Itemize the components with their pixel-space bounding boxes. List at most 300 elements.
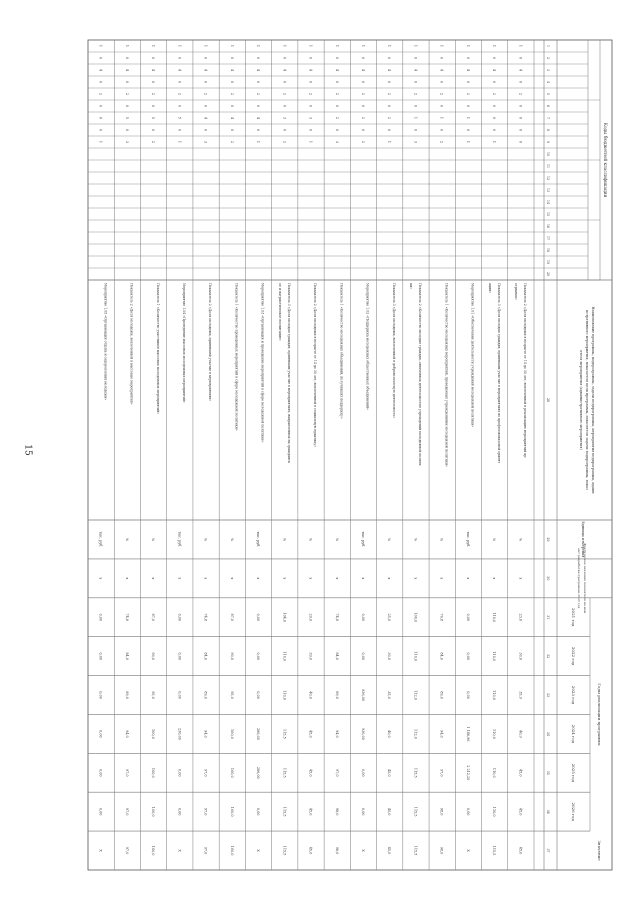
row-final: 97,0 [203, 846, 208, 855]
row-value: 87,0 [229, 613, 234, 622]
row-base: х [98, 577, 103, 580]
row-value: 94,0 [124, 730, 129, 738]
row-final: 98,0 [439, 846, 444, 855]
header-year: 2024 год [571, 724, 576, 744]
code-digit: 0 [282, 56, 287, 60]
code-digit: 1 [387, 44, 392, 48]
code-digit: 2 [360, 140, 365, 144]
row-label: Мероприятие 1.03 «Организация и проведение мероприятий в сфере молодежной политики» [260, 283, 265, 443]
row-label: Мероприятие 1.01 «Обеспечение деятельности учреждений молодежной политики» [470, 283, 475, 428]
column-number: 7 [546, 116, 550, 120]
header-main-title: ателя мероприятия (административного мероприятия) [579, 350, 583, 450]
code-digit: 0 [465, 56, 470, 60]
code-digit: 4 [151, 68, 156, 72]
row-final: Х [256, 849, 261, 852]
code-digit: 0 [413, 56, 418, 60]
row-value: 74,8 [334, 613, 339, 622]
code-digit: 3 [282, 116, 287, 120]
code-digit: 4 [229, 68, 234, 72]
row-value: 100,0 [151, 806, 156, 817]
code-digit: 0 [229, 104, 234, 108]
row-value: 0,00 [177, 691, 182, 699]
code-digit: 6 [98, 116, 103, 120]
row-value: 115,5 [282, 767, 287, 778]
code-digit: 1 [334, 44, 339, 48]
row-base: х [308, 577, 313, 580]
code-digit: 1 [229, 44, 234, 48]
code-digit: 3 [308, 116, 313, 120]
code-digit: 0 [256, 56, 261, 60]
column-number: 11 [546, 163, 550, 169]
row-value: 112,0 [413, 690, 418, 700]
header-year: 2022 год [571, 646, 576, 666]
row-label: Мероприятие 1.02 «Поддержка молодежных общественных объединений» [365, 283, 370, 410]
row-value: 35,0 [387, 691, 392, 699]
code-digit: 0 [308, 128, 313, 132]
row-label: Показатель 2 «Доля молодежи в возрасте от 14 до 30 лет, вовлеченной в социальную практику» [313, 283, 318, 448]
row-value: 29,0 [308, 613, 313, 622]
code-digit: 4 [334, 68, 339, 72]
row-label: ое и патриотическое воспитание» [277, 283, 282, 341]
row-value: 110,0 [492, 651, 497, 661]
column-number: 20 [546, 271, 550, 277]
row-unit: % [229, 537, 234, 542]
column-number: 33 [546, 692, 550, 698]
row-final: 100,0 [229, 845, 234, 856]
row-final: Х [177, 849, 182, 852]
code-digit: 0 [334, 56, 339, 60]
row-value: 98,0 [439, 807, 444, 816]
code-digit: 0 [518, 128, 523, 132]
code-digit: 0 [151, 104, 156, 108]
row-label: ки» [409, 283, 414, 290]
code-digit: 2 [282, 92, 287, 96]
code-digit: 0 [413, 128, 418, 132]
row-base: х [151, 577, 156, 580]
row-value: 45,0 [518, 807, 523, 816]
code-digit: 0 [413, 80, 418, 84]
code-digit: 0 [203, 104, 208, 108]
row-base: х [334, 577, 339, 580]
code-digit: 2 [151, 92, 156, 96]
header-year: 2021 год [571, 608, 576, 627]
code-digit: 0 [334, 80, 339, 84]
row-value: 110,0 [282, 651, 287, 661]
row-base: х [413, 577, 418, 580]
code-digit: 0 [282, 80, 287, 84]
code-digit: 1 [465, 44, 470, 48]
code-digit: 0 [387, 56, 392, 60]
code-digit: 0 [439, 80, 444, 84]
column-number: 30 [546, 576, 550, 581]
code-digit: 2 [518, 92, 523, 96]
code-digit: 2 [334, 92, 339, 96]
column-number: 5 [546, 92, 550, 96]
code-digit: 0 [308, 104, 313, 108]
header-year: 2023 год [571, 685, 576, 705]
row-value: 1 146,96 [465, 726, 470, 742]
row-value: 110,0 [492, 806, 497, 817]
code-digit: 1 [203, 44, 208, 48]
row-label: Показатель 2 «Доля молодежи, вовлеченной в массовые мероприятия» [129, 283, 134, 405]
code-digit: 2 [203, 92, 208, 96]
row-value: 0,00 [177, 768, 182, 777]
row-value: 84,0 [439, 652, 444, 660]
row-value: 89,0 [334, 691, 339, 699]
row-value: 90,0 [229, 652, 234, 660]
code-digit: 2 [177, 92, 182, 96]
code-digit: 2 [229, 140, 234, 144]
code-digit: 1 [387, 140, 392, 144]
row-value: 97,0 [334, 768, 339, 777]
row-value: 110,0 [492, 612, 497, 623]
row-unit: % [124, 537, 129, 542]
row-unit: % [413, 537, 418, 542]
code-digit: 2 [256, 92, 261, 96]
code-digit: 0 [124, 128, 129, 132]
code-digit: 3 [124, 140, 129, 144]
code-digit: 0 [360, 56, 365, 60]
row-label: Показатель 3 «Доля молодых граждан, принявших участие в мероприятиях по профессиональной ориент [496, 283, 501, 464]
header-code-group: Коды бюджетной классификации [603, 122, 608, 198]
row-value: 45,0 [518, 768, 523, 777]
row-final: 45,0 [518, 846, 523, 855]
code-digit: 3 [334, 140, 339, 144]
code-digit: 0 [229, 80, 234, 84]
row-value: 45,0 [387, 768, 392, 777]
column-number: 17 [546, 235, 550, 241]
code-digit: 2 [492, 92, 497, 96]
row-value: 0,00 [98, 807, 103, 816]
code-digit: 0 [465, 128, 470, 132]
code-digit: 0 [308, 80, 313, 84]
code-digit: 4 [256, 68, 261, 72]
row-base: х [229, 577, 234, 580]
column-number: 16 [546, 223, 550, 229]
column-number: 10 [546, 151, 550, 157]
row-value: 45,0 [308, 807, 313, 816]
code-digit: 5 [151, 116, 156, 120]
row-value: 100,0 [229, 767, 234, 778]
code-digit: 0 [203, 128, 208, 132]
code-digit: 4 [387, 68, 392, 72]
row-unit: % [151, 537, 156, 542]
row-base: х [256, 577, 261, 580]
code-digit: 0 [387, 104, 392, 108]
code-digit: 0 [518, 140, 523, 144]
code-digit: 2 [334, 116, 339, 120]
row-value: 100,0 [229, 729, 234, 739]
code-digit: 1 [413, 116, 418, 120]
code-digit: 0 [98, 128, 103, 132]
row-base: х [360, 577, 365, 580]
column-number: 37 [546, 848, 550, 853]
row-value: 74,8 [124, 613, 129, 622]
code-digit: 0 [177, 56, 182, 60]
code-digit: 0 [124, 56, 129, 60]
code-digit: 0 [360, 80, 365, 84]
row-label: Показатель 1 «Количество молодежных объединений, получивших поддержку» [339, 283, 344, 419]
code-digit: 0 [465, 80, 470, 84]
code-digit: 2 [360, 92, 365, 96]
row-value: 100,0 [229, 806, 234, 817]
code-digit: 0 [518, 56, 523, 60]
code-digit: 1 [177, 44, 182, 48]
code-digit: 0 [465, 104, 470, 108]
header-year: 2026 год [571, 802, 576, 821]
code-digit: 1 [465, 116, 470, 120]
row-value: 97,0 [203, 768, 208, 777]
column-number: 36 [546, 809, 550, 814]
code-digit: 2 [413, 92, 418, 96]
row-value: 39,0 [308, 652, 313, 660]
column-number: 2 [546, 56, 550, 60]
row-value: 100,0 [151, 767, 156, 778]
row-final: 115,5 [413, 845, 418, 856]
code-digit: 5 [124, 116, 129, 120]
row-value: 95,0 [151, 691, 156, 699]
row-label: ации» [487, 283, 492, 294]
code-digit: 1 [98, 44, 103, 48]
row-final: 115,5 [492, 845, 497, 856]
row-value: 40,0 [308, 691, 313, 699]
row-final: 45,0 [387, 846, 392, 855]
code-digit: 3 [203, 140, 208, 144]
row-value: 0,00 [256, 613, 261, 622]
header-final: Значение [597, 840, 602, 861]
row-value: 0,00 [98, 613, 103, 622]
row-value: 45,0 [308, 768, 313, 777]
row-base: х [203, 577, 208, 580]
header-unit: Единица измерения [581, 521, 585, 558]
row-unit: % [282, 537, 287, 542]
row-base: х [465, 577, 470, 580]
code-digit: 2 [124, 92, 129, 96]
row-value: 30,6 [518, 652, 523, 660]
row-label: Показатель 2 «Количество молодых граждан, охваченных деятельностью учреждений молодежной полити [418, 283, 423, 466]
row-unit: тыс. руб. [98, 531, 103, 548]
code-digit: 0 [439, 128, 444, 132]
code-digit: 0 [492, 56, 497, 60]
row-value: 0,00 [98, 652, 103, 660]
code-digit: 4 [124, 68, 129, 72]
row-label: Мероприятие 1.04 «Проведение массовых молодежных мероприятий» [181, 283, 186, 403]
row-label: Показатель 3 «Доля молодежи, вовлеченной в добровольческую деятельность» [391, 283, 396, 419]
row-final: Х [465, 849, 470, 852]
header-base-year: ент разработки программы 2020 год [577, 548, 581, 609]
code-digit: 1 [177, 140, 182, 144]
row-value: 110,0 [492, 767, 497, 778]
code-digit: 0 [177, 128, 182, 132]
code-digit: 4 [518, 68, 523, 72]
row-label: Показатель 2 «Доля молодежи, принявшей участие в мероприятиях» [208, 283, 213, 402]
row-value: 115,5 [413, 767, 418, 778]
code-digit: 1 [492, 140, 497, 144]
header-main-title: Наименование программы, подпрограммы, задачи подпрограммы, мероприятия подпрограммы, админ [591, 306, 595, 494]
row-value: 45,0 [308, 730, 313, 738]
row-value: 0,00 [465, 807, 470, 816]
row-value: 89,0 [124, 691, 129, 699]
header-year: 2025 год [571, 763, 576, 782]
row-label: Показатель 3 «Доля молодых граждан, принявших участие в мероприятиях, направленных на гражданск [286, 283, 291, 463]
row-value: 110,0 [282, 690, 287, 700]
header-years-group: Годы реализации программы [597, 683, 602, 746]
row-value: 115,5 [413, 806, 418, 817]
code-digit: 2 [439, 140, 444, 144]
row-value: 23,6 [518, 613, 523, 622]
row-value: 112,0 [413, 729, 418, 739]
column-number: 8 [546, 128, 550, 132]
code-digit: 4 [492, 68, 497, 72]
row-value: 115,5 [282, 729, 287, 739]
code-digit: 0 [203, 80, 208, 84]
row-final: Х [98, 849, 103, 852]
code-digit: 2 [229, 92, 234, 96]
code-digit: 0 [518, 80, 523, 84]
row-unit: % [203, 537, 208, 542]
code-digit: 4 [203, 116, 208, 120]
row-label: Показатель 1 «Количество участников массовых молодежных мероприятий» [155, 283, 160, 415]
code-digit: 4 [413, 68, 418, 72]
row-value: 104,0 [282, 612, 287, 623]
row-value: 84,0 [124, 652, 129, 660]
row-value: 100,0 [151, 729, 156, 739]
row-value: 94,0 [334, 730, 339, 738]
row-value: 110,0 [413, 651, 418, 661]
code-digit: 1 [256, 44, 261, 48]
code-digit: 0 [98, 104, 103, 108]
code-digit: 1 [360, 44, 365, 48]
code-digit: 0 [282, 104, 287, 108]
row-unit: тыс. руб. [177, 531, 182, 548]
row-value: 0,00 [98, 691, 103, 699]
row-value: 0,00 [177, 807, 182, 816]
row-value: 97,0 [124, 768, 129, 777]
code-digit: 2 [282, 140, 287, 144]
column-number: 1 [546, 44, 550, 48]
code-digit: 0 [439, 104, 444, 108]
row-value: 74,8 [203, 613, 208, 622]
row-value: 89,0 [203, 691, 208, 699]
code-digit: 1 [124, 44, 129, 48]
code-digit: 1 [439, 44, 444, 48]
code-digit: 2 [308, 92, 313, 96]
column-number: 12 [546, 175, 550, 181]
code-digit: 1 [308, 44, 313, 48]
code-digit: 0 [334, 104, 339, 108]
row-final: Х [360, 849, 365, 852]
row-value: 936,00 [360, 727, 365, 740]
row-unit: % [387, 537, 392, 542]
row-final: 45,0 [308, 846, 313, 855]
row-value: 90,0 [151, 652, 156, 660]
code-digit: 4 [203, 68, 208, 72]
row-value: 236,00 [177, 727, 182, 740]
column-number: 15 [546, 211, 550, 217]
row-value: 30,0 [387, 652, 392, 660]
column-number: 35 [546, 770, 550, 775]
code-digit: 4 [177, 68, 182, 72]
row-value: 0,00 [360, 652, 365, 660]
row-value: 0,00 [256, 691, 261, 699]
row-value: 0,00 [177, 613, 182, 622]
row-label: Показатель 1 «Количество молодежных мероприятий, проведенных учреждениями молодежной политики» [444, 283, 449, 467]
row-final: 100,0 [151, 845, 156, 856]
row-base: х [282, 577, 287, 580]
row-label: Показатель 1 «Количество проведенных мероприятий в сфере молодежной политики» [234, 283, 239, 431]
code-digit: 2 [439, 92, 444, 96]
code-digit: 1 [256, 140, 261, 144]
code-digit: 1 [98, 140, 103, 144]
column-number: 6 [546, 104, 550, 108]
code-digit: 4 [465, 68, 470, 72]
code-digit: 1 [308, 140, 313, 144]
row-base: х [177, 577, 182, 580]
code-digit: 0 [492, 104, 497, 108]
code-digit: 4 [98, 68, 103, 72]
code-digit: 1 [518, 44, 523, 48]
code-digit: 0 [98, 80, 103, 84]
code-digit: 1 [413, 44, 418, 48]
row-unit: % [518, 537, 523, 542]
page-number: 15 [22, 444, 33, 456]
code-digit: 1 [492, 44, 497, 48]
row-value: 115,5 [282, 806, 287, 817]
code-digit: 0 [151, 56, 156, 60]
row-value: 0,00 [360, 768, 365, 777]
code-digit: 0 [334, 128, 339, 132]
row-value: 97,0 [124, 807, 129, 816]
row-value: 110,0 [492, 729, 497, 739]
code-digit: 2 [151, 140, 156, 144]
row-label: Показатель 2 «Доля молодежи в возрасте от 14 до 30 лет, вовлеченной в реализацию мероприятий пр [523, 283, 528, 458]
row-unit: % [439, 537, 444, 542]
code-digit: 2 [360, 116, 365, 120]
code-digit: 0 [124, 80, 129, 84]
row-label: Мероприятие 1.05 «Организация отдыха и оздоровления молодежи» [103, 283, 108, 401]
row-label: ограммы» [514, 283, 519, 300]
row-unit: тыс. руб. [360, 531, 365, 548]
code-digit: 1 [151, 44, 156, 48]
row-value: 936,00 [360, 689, 365, 701]
row-value: 35,9 [518, 691, 523, 699]
header-base-year: Фактическое значение показателя на мом [583, 543, 587, 614]
code-digit: 0 [151, 128, 156, 132]
code-digit: 0 [98, 56, 103, 60]
row-final: 115,5 [282, 845, 287, 856]
row-unit: % [492, 537, 497, 542]
code-digit: 1 [282, 44, 287, 48]
code-digit: 0 [256, 80, 261, 84]
code-digit: 2 [387, 116, 392, 120]
column-number: 9 [546, 140, 550, 144]
code-digit: 0 [229, 56, 234, 60]
row-value: 286,00 [256, 727, 261, 740]
row-value: 0,00 [98, 730, 103, 738]
code-digit: 0 [518, 104, 523, 108]
code-digit: 5 [177, 116, 182, 120]
row-base: х [387, 577, 392, 580]
row-value: 0,00 [177, 652, 182, 660]
row-value: 0,00 [465, 652, 470, 660]
row-value: 25,0 [387, 613, 392, 622]
row-value: 40,9 [518, 730, 523, 738]
code-digit: 4 [229, 116, 234, 120]
row-value: 0,00 [360, 613, 365, 622]
code-digit: 0 [282, 128, 287, 132]
code-digit: 4 [308, 68, 313, 72]
code-digit: 0 [177, 80, 182, 84]
